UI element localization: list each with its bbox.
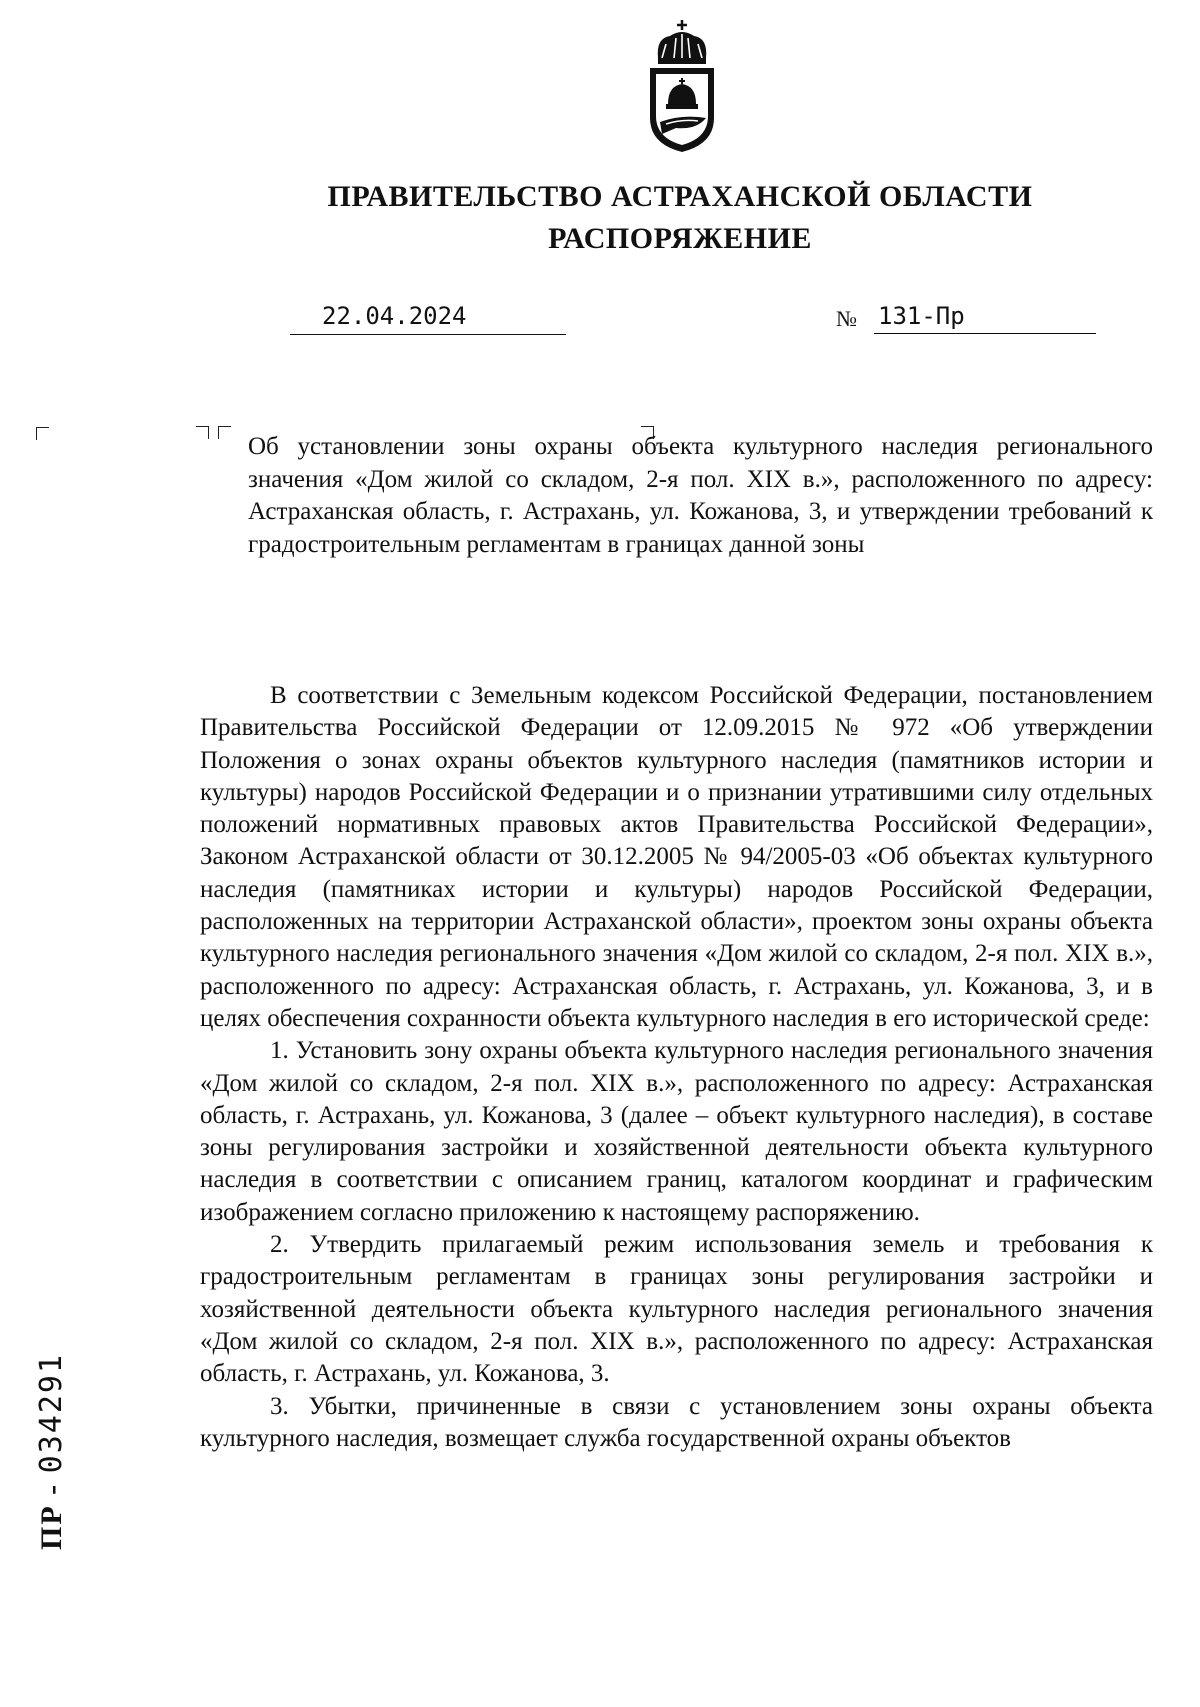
number-sign: № [836,306,857,331]
subject-corner-mark-left-end [196,426,209,439]
subject-corner-mark-left [218,426,231,439]
document-date: 22.04.2024 [322,302,467,330]
date-field [290,302,566,335]
government-title: ПРАВИТЕЛЬСТВО АСТРАХАНСКОЙ ОБЛАСТИ [327,180,1033,213]
document-type: РАСПОРЯЖЕНИЕ [548,222,812,255]
side-registration-digits: 034291 [34,1352,69,1474]
item-1-paragraph: 1. Установить зону охраны объекта культурного наследия регионального значения «Дом жилой со складом, 2-я пол. XIX в.», расположенного по адресу: Астраханская область, г. Астрахань, ул. Кожанова, 3 (далее – объект культурного наследия), в составе зоны регулирования застройки и хозяйственной деятельности объекта культурного наследия в соответствии с описанием границ, каталогом координат и графическим изображением согласно приложению к настоящему распоряжению. [200,1037,1153,1226]
margin-corner-mark [36,427,49,440]
document-subject: Об установлении зоны охраны объекта культурного наследия регионального значения «Дом жилой со складом, 2-я пол. XIX в.», расположенного по адресу: Астраханская область, г. Астрахань, ул. Кожанова, 3, и утверждении требований к градостроительным регламентам в границах данной зоны [248,433,1153,558]
number-underline [874,333,1096,334]
item-3-paragraph: 3. Убытки, причиненные в связи с установлением зоны охраны объекта культурного наследия, возмещает служба государственной охраны объектов [200,1392,1153,1452]
side-registration-number [34,1353,69,1550]
document-number: 131-Пр [878,302,965,330]
document-body [200,680,1153,1455]
coat-of-arms-icon [636,18,728,154]
number-field [836,302,1096,334]
item-2-paragraph: 2. Утвердить прилагаемый режим использования земель и требования к градостроительным регламентам в границах зоны регулирования застройки и хозяйственной деятельности объекта культурного наследия регионального значения «Дом жилой со складом, 2-я пол. XIX в.», расположенного по адресу: Астраханская область, г. Астрахань, ул. Кожанова, 3. [200,1231,1153,1388]
side-registration-prefix: ПР - [35,1482,68,1550]
preamble-paragraph: В соответствии с Земельным кодексом Российской Федерации, постановлением Правительства Российской Федерации от 12.09.2015 № 972 «Об утверждении Положения о зонах охраны объектов культурного наследия (памятников истории и культуры) народов Российской Федерации и о признании утратившими силу отдельных положений нормативных правовых актов Правительства Российской Федерации», Законом Астраханской области от 30.12.2005 № 94/2005-03 «Об объектах культурного наследия (памятниках истории и культуры) народов Российской Федерации, расположенных на территории Астраханской области», проектом зоны охраны объекта культурного наследия регионального значения «Дом жилой со складом, 2-я пол. XIX в.», расположенного по адресу: Астраханская область, г. Астрахань, ул. Кожанова, 3, и в целях обеспечения сохранности объекта культурного наследия в его исторической среде: [200,682,1153,1032]
